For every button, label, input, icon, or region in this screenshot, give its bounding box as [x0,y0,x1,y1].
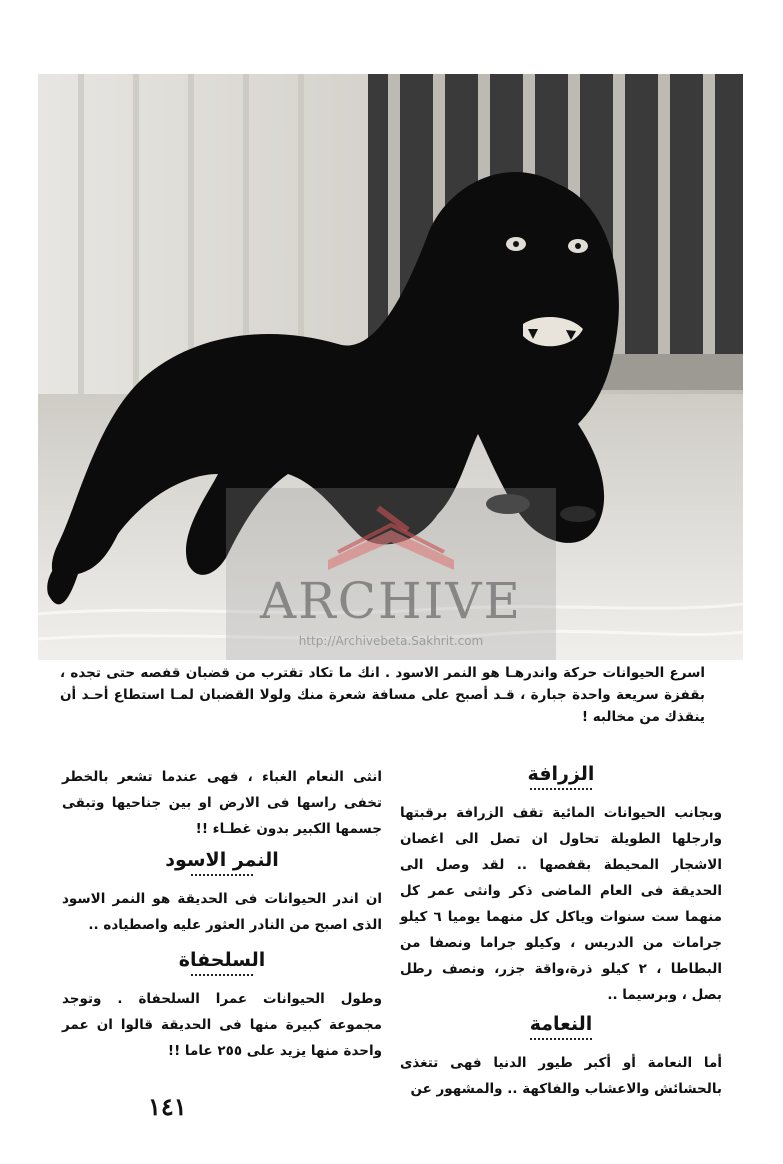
tortoise-heading: السلحفاة [178,949,266,971]
black-panther-paragraph: ان اندر الحيوانات فى الحديقة هو النمر الاسود الذى اصبح من النادر العثور عليه واصطياده .. [62,891,382,933]
caption-lead: اسرع الحيوانات حركة واندرهـا هو النمر الاسود . [385,665,706,681]
tortoise-paragraph: وطول الحيوانات عمرا السلحفاة . وتوجد مجموعة كبيرة منها فى الحديقة قالوا ان عمر واحدة منها يزيد على ٢٥٥ عاما !! [62,991,382,1059]
page-number: ١٤١ [148,1092,187,1121]
ostrich-continued-paragraph: انثى النعام الغباء ، فهى عندما تشعر بالخطر تخفى راسها فى الارض او بين جناحيها وتبقى جسمها الكبير بدون غطـاء !! [62,769,382,837]
heading-divider [530,1038,592,1040]
ostrich-heading: النعامة [529,1013,593,1035]
giraffe-paragraph: وبجانب الحيوانات المائية تقف الزرافة برقبتها وارجلها الطويلة تحاول ان تصل الى اغصان الاشجار المحيطة بقفصها .. لقد وصل الى الحديقة فى العام الماضى ذكر وانثى عمر كل منهما ست سنوات وياكل كل منهما يوميا ٦ كيلو جرامات من الدريس ، وكيلو جراما ونصفا من البطاطا ، ٢ كيلو ذرة،واقة جزر، ونصف رطل بصل ، وبرسيما .. [400,805,722,1003]
heading-divider [530,788,592,790]
heading-divider [191,874,253,876]
watermark-url: http://Archivebeta.Sakhrit.com [298,634,484,648]
right-column [400,760,722,1102]
caption-body: انك ما تكاد تقترب من قضبان قفصه حتى تجده ، بقفزة سريعة واحدة جبارة ، قـد أصبح على مسافة شعرة منك ولولا القضبان لمـا استطاع أحـد أن ينقذك من مخالبه ! [60,665,705,725]
archive-logo-icon [318,500,464,576]
ostrich-paragraph: أما النعامة أو أكبر طيور الدنيا فهى تتغذى بالحشائش والاعشاب والفاكهة .. والمشهور عن [400,1055,722,1097]
giraffe-heading: الزرافة [527,763,595,785]
left-column [62,764,382,1064]
watermark-title: ARCHIVE [260,572,522,630]
black-panther-heading: النمر الاسود [165,849,279,871]
heading-divider [191,974,253,976]
photo-caption [60,662,705,728]
